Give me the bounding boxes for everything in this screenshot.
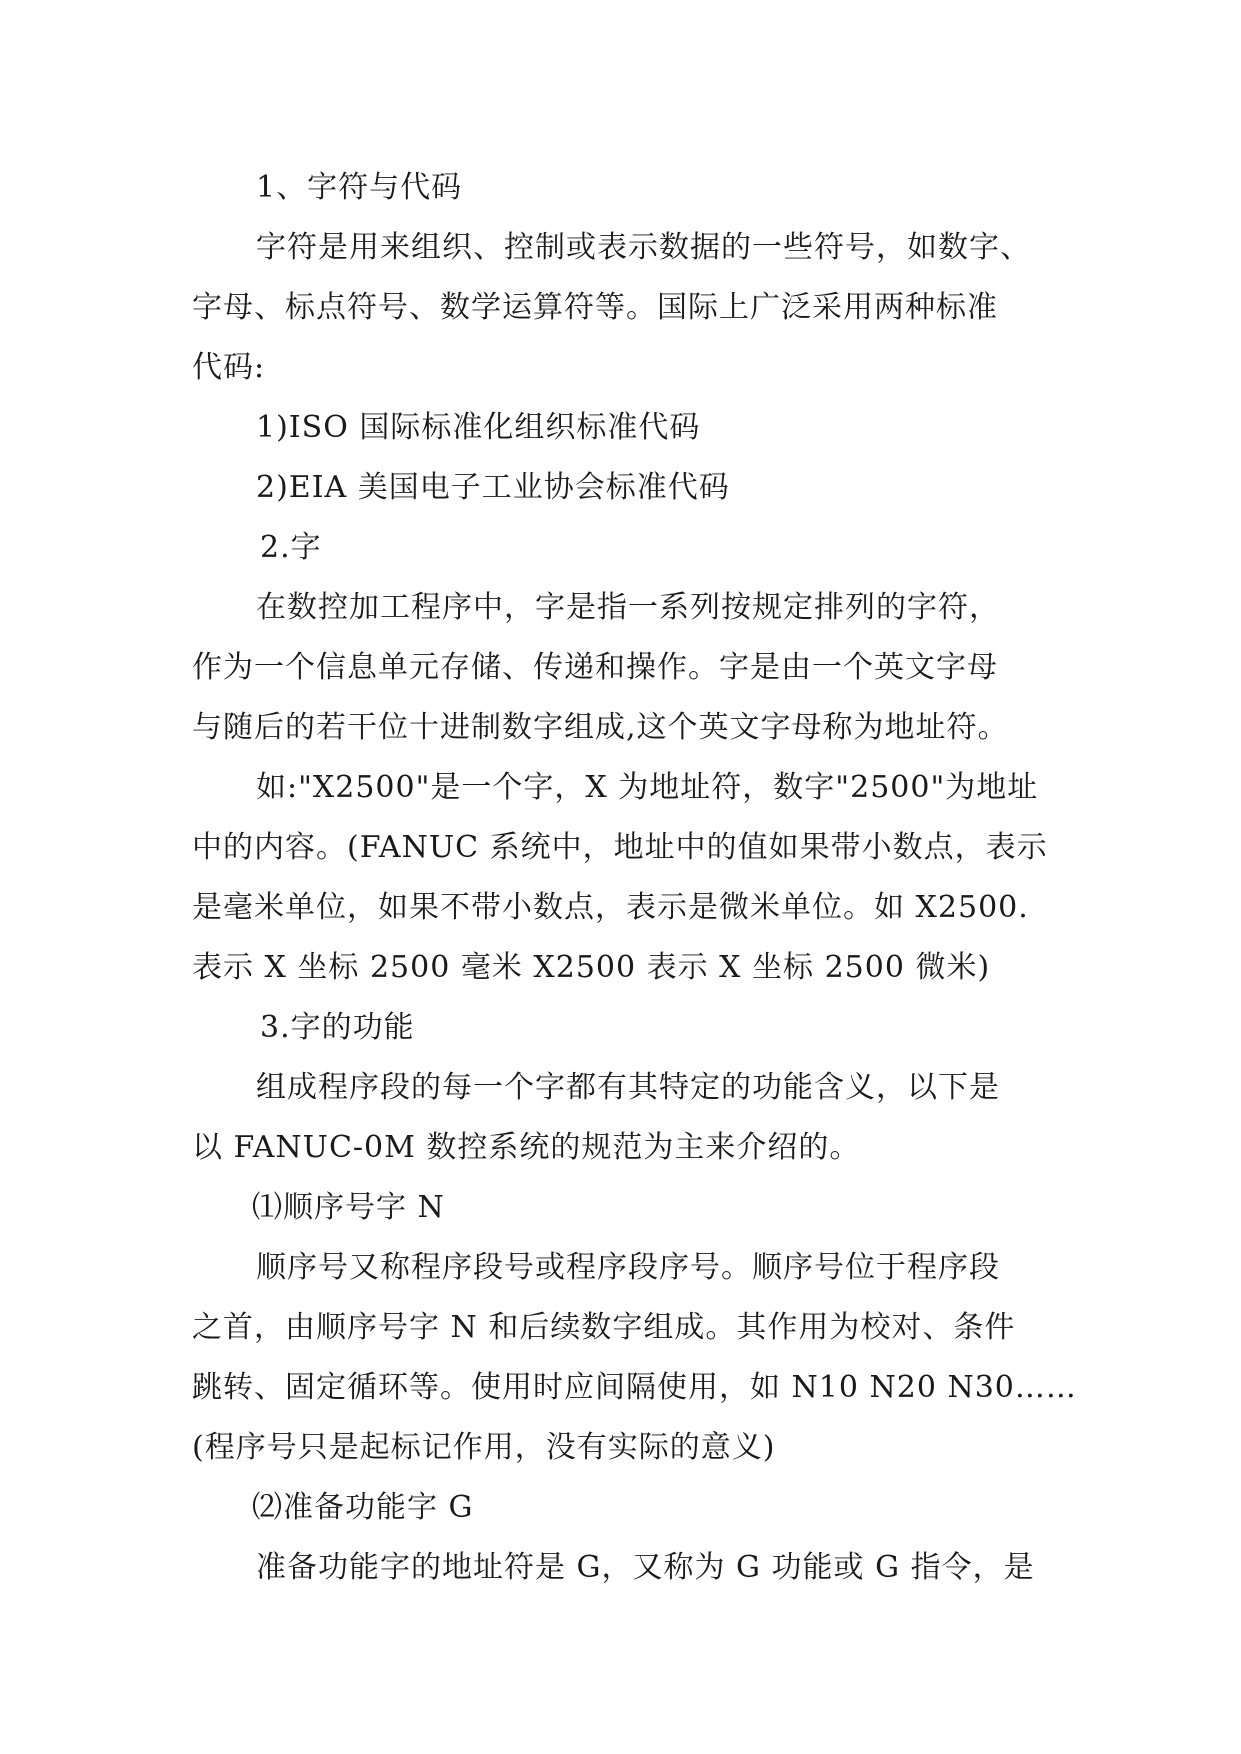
list-item: 1)ISO 国际标准化组织标准代码 [256,410,701,445]
list-item: 2)EIA 美国电子工业协会标准代码 [256,470,730,505]
document-body [192,158,1077,1598]
paragraph-line: (程序号只是起标记作用，没有实际的意义) [192,1430,776,1465]
paragraph-line: 在数控加工程序中，字是指一系列按规定排列的字符， [256,590,1000,625]
paragraph-line: 之首，由顺序号字 N 和后续数字组成。其作用为校对、条件 [192,1310,1016,1345]
paragraph-line: 中的内容。(FANUC 系统中，地址中的值如果带小数点，表示 [192,830,1048,865]
paragraph-line: 顺序号又称程序段号或程序段序号。顺序号位于程序段 [256,1250,1000,1285]
paragraph-line: 字母、标点符号、数学运算符等。国际上广泛采用两种标准 [192,290,998,325]
paragraph-line: 跳转、固定循环等。使用时应间隔使用，如 N10 N20 N30…… [192,1370,1077,1405]
subsection-heading-g: ⑵准备功能字 G [252,1490,474,1525]
paragraph-line: 以 FANUC-0M 数控系统的规范为主来介绍的。 [192,1130,861,1165]
paragraph-line: 是毫米单位，如果不带小数点，表示是微米单位。如 X2500. [192,890,1029,925]
paragraph-line: 代码: [192,350,266,385]
paragraph-line: 作为一个信息单元存储、传递和操作。字是由一个英文字母 [192,650,998,685]
paragraph-line: 与随后的若干位十进制数字组成,这个英文字母称为地址符。 [192,710,1009,745]
section-heading-3: 3.字的功能 [260,1010,415,1045]
paragraph-line: 准备功能字的地址符是 G，又称为 G 功能或 G 指令，是 [256,1550,1035,1585]
paragraph-line: 如:"X2500"是一个字，X 为地址符，数字"2500"为地址 [256,770,1039,805]
section-heading-1: 1、字符与代码 [256,170,463,205]
subsection-heading-n: ⑴顺序号字 N [252,1190,445,1225]
paragraph-line: 表示 X 坐标 2500 毫米 X2500 表示 X 坐标 2500 微米) [192,950,991,985]
section-heading-2: 2.字 [260,530,322,565]
paragraph-line: 字符是用来组织、控制或表示数据的一些符号，如数字、 [256,230,1031,265]
paragraph-line: 组成程序段的每一个字都有其特定的功能含义，以下是 [256,1070,1000,1105]
